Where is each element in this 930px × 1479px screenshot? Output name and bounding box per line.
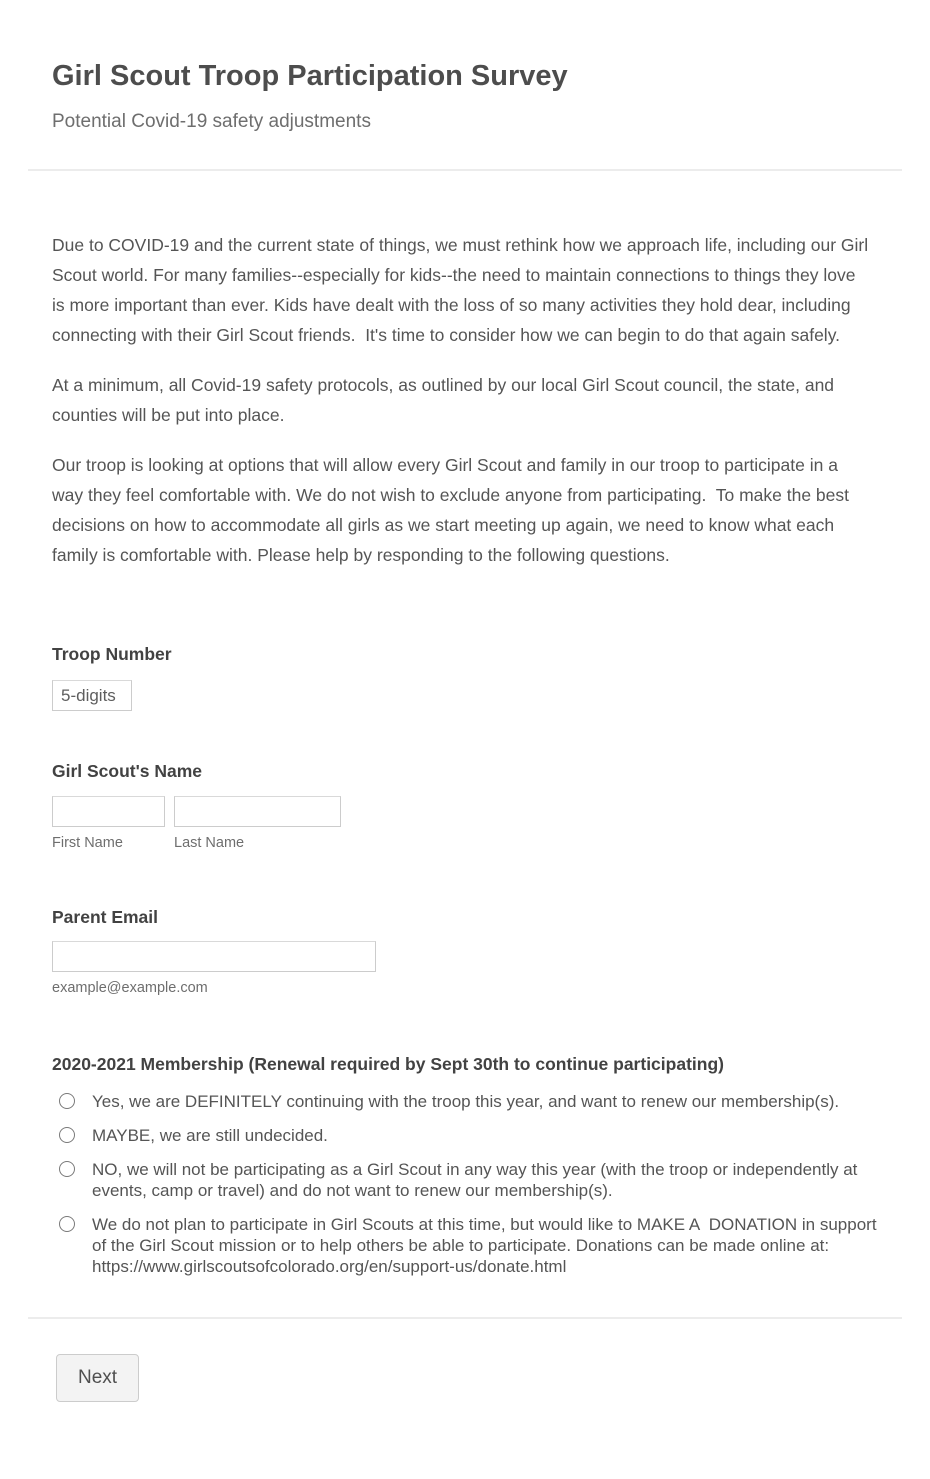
intro-paragraph-3: Our troop is looking at options that will allow every Girl Scout and family in our troop to participate in a way they feel comfortable with. We do not wish to exclude anyone from participating. To make the best decisions on how to accommodate all girls as we start meeting up again, we need to know what each family is comfortable with. Please help by responding to the following questions. <box>52 455 854 565</box>
first-name-input[interactable] <box>52 796 165 827</box>
radio-button-icon[interactable] <box>59 1093 75 1109</box>
next-button[interactable]: Next <box>56 1354 139 1402</box>
intro-text <box>0 171 930 570</box>
last-name-input[interactable] <box>174 796 341 827</box>
membership-options <box>52 1091 882 1277</box>
troop-number-label: Troop Number <box>52 644 172 664</box>
intro-paragraph-2: At a minimum, all Covid-19 safety protocols, as outlined by our local Girl Scout council, the state, and counties will be put into place. <box>52 375 839 425</box>
troop-number-field <box>0 644 930 711</box>
radio-button-icon[interactable] <box>59 1161 75 1177</box>
intro-paragraph-1: Due to COVID-19 and the current state of things, we must rethink how we approach life, including our Girl Scout world. For many families--especially for kids--the need to maintain connections to things they love is more important than ever. Kids have dealt with the loss of so many activities they hold dear, including connecting with their Girl Scout friends. It's time to consider how we can begin to do that again safely. <box>52 235 873 345</box>
parent-email-sublabel: example@example.com <box>52 980 208 996</box>
membership-field <box>0 1054 930 1277</box>
scout-name-label: Girl Scout's Name <box>52 761 203 781</box>
radio-button-icon[interactable] <box>59 1127 75 1143</box>
first-name-group <box>52 796 165 851</box>
membership-option-label: Yes, we are DEFINITELY continuing with the troop this year, and want to renew our membership(s). <box>92 1092 840 1111</box>
membership-option-donation[interactable] <box>52 1214 882 1277</box>
parent-email-label: Parent Email <box>52 907 159 927</box>
radio-button-icon[interactable] <box>59 1216 75 1232</box>
membership-label: 2020-2021 Membership (Renewal required by Sept 30th to continue participating) <box>52 1054 724 1074</box>
membership-option-maybe[interactable] <box>52 1125 882 1146</box>
membership-option-label: NO, we will not be participating as a Girl Scout in any way this year (with the troop or independently at events, camp or travel) and do not want to renew our membership(s). <box>92 1160 863 1200</box>
form-header <box>0 0 930 132</box>
first-name-sublabel: First Name <box>52 835 123 851</box>
form-navigation <box>0 1319 930 1436</box>
page-subtitle: Potential Covid-19 safety adjustments <box>52 111 371 132</box>
troop-number-input[interactable] <box>52 680 132 711</box>
parent-email-field <box>0 907 930 996</box>
scout-name-inputs <box>52 796 878 851</box>
scout-name-field <box>0 761 930 851</box>
membership-option-label: MAYBE, we are still undecided. <box>92 1126 328 1145</box>
membership-option-no[interactable] <box>52 1159 882 1201</box>
page-title: Girl Scout Troop Participation Survey <box>52 60 568 92</box>
last-name-sublabel: Last Name <box>174 835 245 851</box>
last-name-group <box>174 796 341 851</box>
membership-option-label: We do not plan to participate in Girl Scouts at this time, but would like to MAKE A DONATION in support of the Girl Scout mission or to help others be able to participate. Donations can be made online at: https://www.girlscoutsofcolorado.org/en/support-us/donate.html <box>92 1215 882 1276</box>
membership-option-yes[interactable] <box>52 1091 882 1112</box>
parent-email-input[interactable] <box>52 941 376 972</box>
